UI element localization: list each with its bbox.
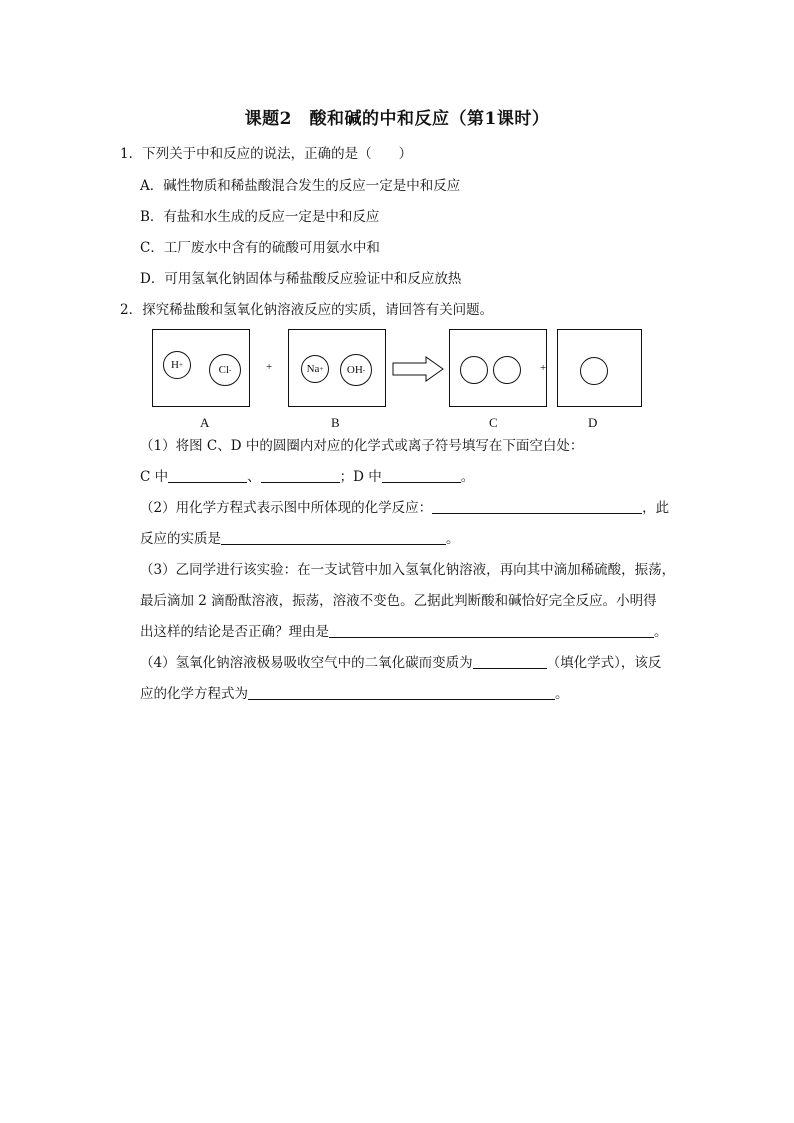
plus-sign-2: + [540, 362, 547, 374]
period: 。 [654, 624, 668, 640]
q1-stem: 1．下列关于中和反应的说法，正确的是（ ） [120, 146, 413, 162]
q1-option-b: B．有盐和水生成的反应一定是中和反应 [140, 209, 380, 225]
period: 。 [555, 686, 569, 702]
part2-essence-prompt: 反应的实质是 [140, 531, 221, 547]
box-b [288, 329, 386, 407]
ion-oh-symbol: OH [346, 364, 363, 376]
empty-circle-c2 [493, 356, 521, 384]
label-a: A [200, 415, 210, 430]
box-a [152, 329, 250, 407]
label-c: C [489, 415, 498, 430]
empty-circle-d [580, 357, 608, 385]
q1-option-d: D．可用氢氧化钠固体与稀盐酸反应验证中和反应放热 [140, 271, 462, 287]
box-c [449, 329, 547, 407]
blank-reason[interactable] [329, 623, 654, 638]
blank-equation[interactable] [432, 499, 642, 514]
page-title: 课题2 酸和碱的中和反应（第1课时） [244, 109, 550, 129]
plus-sign-1: + [266, 361, 273, 373]
q1-option-a: A．碱性物质和稀盐酸混合发生的反应一定是中和反应 [140, 178, 461, 194]
ion-h-symbol: H [171, 359, 179, 371]
part3-reason-prompt: 出这样的结论是否正确？理由是 [140, 624, 329, 640]
ion-h-plus: H + [163, 351, 191, 379]
q2-part1-answer-line [140, 468, 474, 486]
blank-c2[interactable] [261, 468, 340, 483]
box-d [557, 329, 642, 407]
blank-c1[interactable] [168, 468, 247, 483]
part2-prompt: （2）用化学方程式表示图中所体现的化学反应： [140, 500, 433, 516]
separator: 、 [247, 469, 261, 485]
period: 。 [446, 531, 460, 547]
d-label: ；D 中 [339, 469, 382, 485]
ion-na-plus: Na + [301, 355, 329, 383]
q2-part2-line1 [140, 499, 669, 517]
q2-part4-line2 [140, 685, 569, 703]
part4-prompt: （4）氢氧化钠溶液极易吸收空气中的二氧化碳而变质为 [140, 655, 473, 671]
blank-essence[interactable] [221, 530, 446, 545]
q2-part1-prompt: （1）将图 C、D 中的圆圈内对应的化学式或离子符号填写在下面空白处： [140, 438, 584, 454]
label-d: D [588, 415, 598, 430]
blank-d[interactable] [382, 468, 461, 483]
part4-middle: （填化学式），该反 [546, 655, 662, 671]
q2-part3-line3 [140, 623, 668, 641]
part2-continuation: ，此 [642, 500, 670, 516]
ion-cl-minus: Cl - [209, 354, 241, 386]
q2-part3-line2: 最后滴加 2 滴酚酞溶液，振荡，溶液不变色。乙据此判断酸和碱恰好完全反应。小明得 [140, 593, 657, 609]
ion-na-symbol: Na [306, 363, 320, 375]
ion-cl-symbol: Cl [218, 364, 230, 376]
q1-option-c: C．工厂废水中含有的硫酸可用氨水中和 [140, 240, 380, 256]
q2-part3-line1: （3）乙同学进行该实验：在一支试管中加入氢氧化钠溶液，再向其中滴加稀硫酸，振荡， [140, 562, 676, 578]
period: 。 [460, 469, 475, 485]
empty-circle-c1 [460, 356, 488, 384]
reaction-arrow-icon [392, 356, 444, 382]
ion-oh-minus: OH - [340, 354, 372, 386]
blank-formula[interactable] [473, 654, 547, 669]
q2-stem: 2．探究稀盐酸和氢氧化钠溶液反应的实质，请回答有关问题。 [120, 302, 494, 318]
label-b: B [331, 415, 340, 430]
blank-equation-2[interactable] [248, 685, 555, 700]
q2-part2-line2 [140, 530, 460, 548]
c-label: C 中 [140, 469, 169, 485]
part4-equation-prompt: 应的化学方程式为 [140, 686, 248, 702]
q2-part4-line1 [140, 654, 661, 672]
